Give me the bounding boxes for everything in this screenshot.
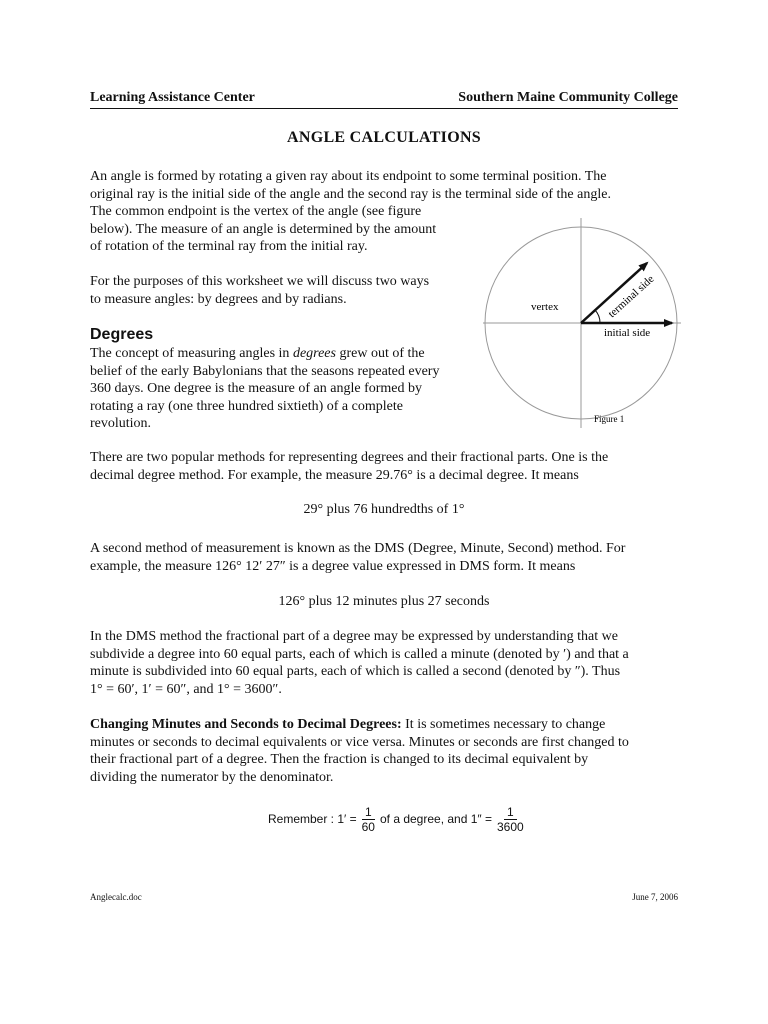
vertex-label: vertex (531, 301, 559, 313)
footer-date: June 7, 2006 (632, 892, 678, 902)
changing-line-3: their fractional part of a degree. Then the fraction is changed to its decimal equivalent by (90, 752, 589, 767)
intro-line-4: below). The measure of an angle is determined by the amount (90, 221, 437, 237)
degrees-line-1-post: grew out of the (335, 346, 425, 361)
decimal-degree-example: 29° plus 76 hundredths of 1° (303, 502, 465, 517)
degrees-line-4: rotating a ray (one three hundred sixtieth) of a complete (90, 398, 403, 414)
dms-line-1: A second method of measurement is known as the DMS (Degree, Minute, Second) method. For (90, 541, 626, 556)
fraction-2-numerator: 1 (504, 805, 517, 820)
intro-line-5: of rotation of the terminal ray from the initial ray. (90, 239, 368, 254)
page-header (90, 90, 678, 109)
footer-filename: Anglecalc.doc (90, 892, 142, 902)
degrees-heading: Degrees (90, 326, 154, 343)
intro-line-1: An angle is formed by rotating a given ray about its endpoint to some terminal position. The (90, 169, 607, 184)
intro-line-2: original ray is the initial side of the angle and the second ray is the terminal side of the angle. (90, 186, 611, 202)
changing-line-2: minutes or seconds to decimal equivalents or vice versa. Minutes or seconds are first changed to (90, 734, 629, 750)
figure-1-angle-diagram (478, 210, 688, 435)
changing-line-4: dividing the numerator by the denominator. (90, 769, 334, 785)
dms-paragraph (90, 540, 625, 575)
changing-line-1-post: It is sometimes necessary to change (401, 717, 606, 732)
purpose-paragraph (90, 273, 429, 308)
changing-paragraph (90, 716, 629, 786)
intro-line-3: The common endpoint is the vertex of the angle (see figure (90, 204, 422, 219)
terminal-side-label: terminal side (605, 273, 657, 321)
degrees-line-1 (90, 345, 439, 363)
header-right: Southern Maine Community College (458, 90, 678, 105)
formula-mid: of a degree, and 1″ = (379, 812, 492, 826)
methods-line-1: There are two popular methods for representing degrees and their fractional parts. One is the (90, 450, 609, 465)
dms-fraction-line-3: minute is subdivided into 60 equal parts, each of which is called a second (denoted by ″). Thus (90, 664, 621, 679)
remember-formula (268, 802, 529, 836)
methods-paragraph (90, 449, 608, 484)
purpose-line-1: For the purposes of this worksheet we will discuss two ways (90, 274, 430, 289)
angle-arc (595, 310, 600, 323)
degrees-paragraph (90, 345, 439, 433)
degrees-line-1-pre: The concept of measuring angles in (90, 346, 293, 361)
degrees-line-2: belief of the early Babylonians that the seasons repeated every (90, 363, 440, 379)
dms-fraction-line-1: In the DMS method the fractional part of a degree may be expressed by understanding that we (90, 629, 618, 644)
degrees-line-5: revolution. (90, 416, 152, 431)
degrees-line-3: 360 days. One degree is the measure of an angle formed by (90, 381, 422, 396)
dms-fraction-paragraph (90, 628, 629, 698)
formula-pre: Remember : 1′ = (268, 812, 357, 826)
changing-bold-heading: Changing Minutes and Seconds to Decimal Degrees: (90, 717, 402, 732)
purpose-line-2: to measure angles: by degrees and by radians. (90, 291, 347, 307)
fraction-one-sixtieth (359, 805, 378, 834)
page-title: ANGLE CALCULATIONS (286, 129, 482, 146)
header-left: Learning Assistance Center (90, 90, 255, 105)
figure-caption: Figure 1 (594, 414, 625, 424)
dms-fraction-line-2: subdivide a degree into 60 equal parts, each of which is called a minute (denoted by ′) and that a (90, 646, 629, 662)
methods-line-2: decimal degree method. For example, the measure 29.76° is a decimal degree. It means (90, 467, 579, 483)
fraction-2-denominator: 3600 (497, 819, 524, 834)
fraction-one-3600th (494, 805, 527, 834)
changing-line-1 (90, 716, 629, 734)
dms-example: 126° plus 12 minutes plus 27 seconds (278, 594, 490, 609)
fraction-1-numerator: 1 (362, 805, 375, 820)
fraction-1-denominator: 60 (361, 819, 375, 834)
degrees-emphasis: degrees (292, 346, 336, 361)
dms-fraction-line-4: 1° = 60′, 1′ = 60″, and 1° = 3600″. (90, 681, 282, 697)
dms-line-2: example, the measure 126° 12′ 27″ is a degree value expressed in DMS form. It means (90, 558, 576, 574)
initial-side-label: initial side (604, 327, 651, 339)
